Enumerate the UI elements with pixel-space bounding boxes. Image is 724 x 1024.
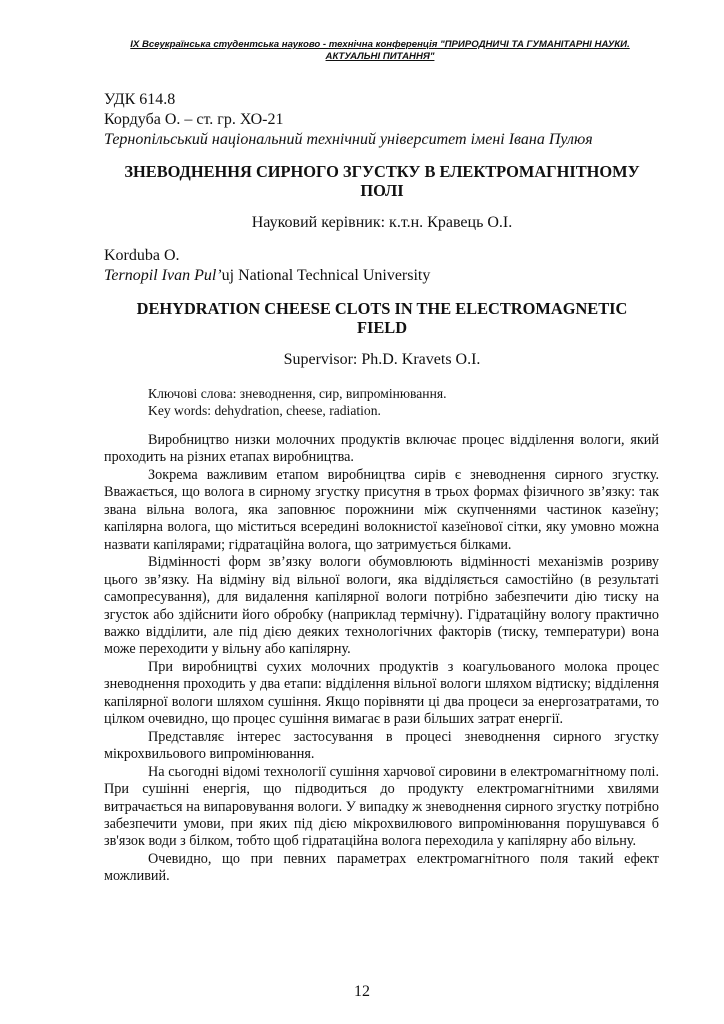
affiliation-en-rest: uj National Technical University (221, 267, 431, 284)
author-ua: Кордуба О. – ст. гр. ХО-21 (104, 111, 284, 128)
conference-header (100, 39, 660, 63)
conference-header-line-2: АКТУАЛЬНІ ПИТАННЯ" (325, 51, 435, 62)
supervisor-ua: Науковий керівник: к.т.н. Кравець О.І. (251, 214, 513, 231)
paragraph-2: Зокрема важливим етапом виробництва сирів є зневоднення сирного згустку. Вважається, що волога в сирному згустку присутня в трьох формах фізичного зв’язку: так звана вільна волога, яка заповнює порожнини між скупченнями частинок казеїну; капілярна волога, що міститься всередині волокнистої казеїнової сітки, яку умовно можна назвати капілярами; гідратаційна волога, що затримується білками. (104, 466, 659, 553)
udk-code: УДК 614.8 (104, 91, 176, 108)
affiliation-ua-text: Тернопільський національний технічний університет імені Івана Пулюя (104, 131, 593, 148)
supervisor-en: Supervisor: Ph.D. Kravets O.I. (283, 351, 481, 368)
title-en (104, 299, 660, 337)
conference-header-line-1: IX Всеукраїнська студентська науково - технічна конференція "ПРИРОДНИЧІ ТА ГУМАНІТАРНІ НАУКИ. (130, 39, 630, 50)
keywords-ua: Ключові слова: зневоднення, сир, випромінювання. (148, 386, 447, 401)
affiliation-ua (104, 131, 593, 149)
keywords-en: Key words: dehydration, cheese, radiation. (148, 403, 381, 418)
title-ua-line-2: ПОЛІ (360, 181, 404, 200)
title-ua (104, 162, 660, 200)
paragraph-6: На сьогодні відомі технології сушіння харчової сировини в електромагнітному полі. При сушінні енергія, що підводиться до продукту електромагнітними хвилями витрачається на випаровування вологи. У випадку ж зневоднення сирного згустку потрібно забезпечити умови, при яких під дією мікрохвилювого випромінювання порушувався б зв'язок води з білком, тобто щоб гідратаційна волога переходила у капілярну або вільну. (104, 763, 659, 850)
title-en-line-1: DEHYDRATION CHEESE CLOTS IN THE ELECTROMAGNETIC (136, 299, 628, 318)
paragraph-1: Виробництво низки молочних продуктів включає процес відділення вологи, який проходить на різних етапах виробництва. (104, 432, 659, 466)
page-number: 12 (354, 983, 370, 1000)
article-body (104, 432, 659, 886)
author-en: Korduba O. (104, 247, 180, 264)
paragraph-5: Представляє інтерес застосування в процесі зневоднення сирного згустку мікрохвильового випромінювання. (104, 728, 659, 763)
paragraph-3: Відмінності форм зв’язку вологи обумовлюють відмінності механізмів розриву цього зв’язку. На відміну від вільної вологи, яка відділяється самостійно (в результаті самопресування), для видалення капілярної вологи потрібно забезпечити дію тиску на згусток або здійснити його обробку (наприклад термічну). Гідратаційну вологу практично важко відділити, але під дією деяких технологічних факторів (тиску, температури) вона може переходити у вільну або капілярну. (104, 554, 659, 658)
title-ua-line-1: ЗНЕВОДНЕННЯ СИРНОГО ЗГУСТКУ В ЕЛЕКТРОМАГНІТНОМУ (124, 162, 640, 181)
paragraph-7: Очевидно, що при певних параметрах електромагнітного поля такий ефект можливий. (104, 850, 659, 885)
title-en-line-2: FIELD (356, 318, 408, 337)
affiliation-en-italic: Ternopil Ivan Pul’ (104, 267, 222, 284)
paragraph-4: При виробництві сухих молочних продуктів з коагульованого молока процес зневоднення проходить у два етапи: відділення вільної вологи шляхом відтиску; відділення капілярної вологи шляхом сушіння. Якщо порівняти ці два процеси за енергозатратами, то цілком очевидно, що процес сушіння вимагає в рази більших затрат енергії. (104, 658, 659, 728)
affiliation-en (104, 267, 430, 285)
